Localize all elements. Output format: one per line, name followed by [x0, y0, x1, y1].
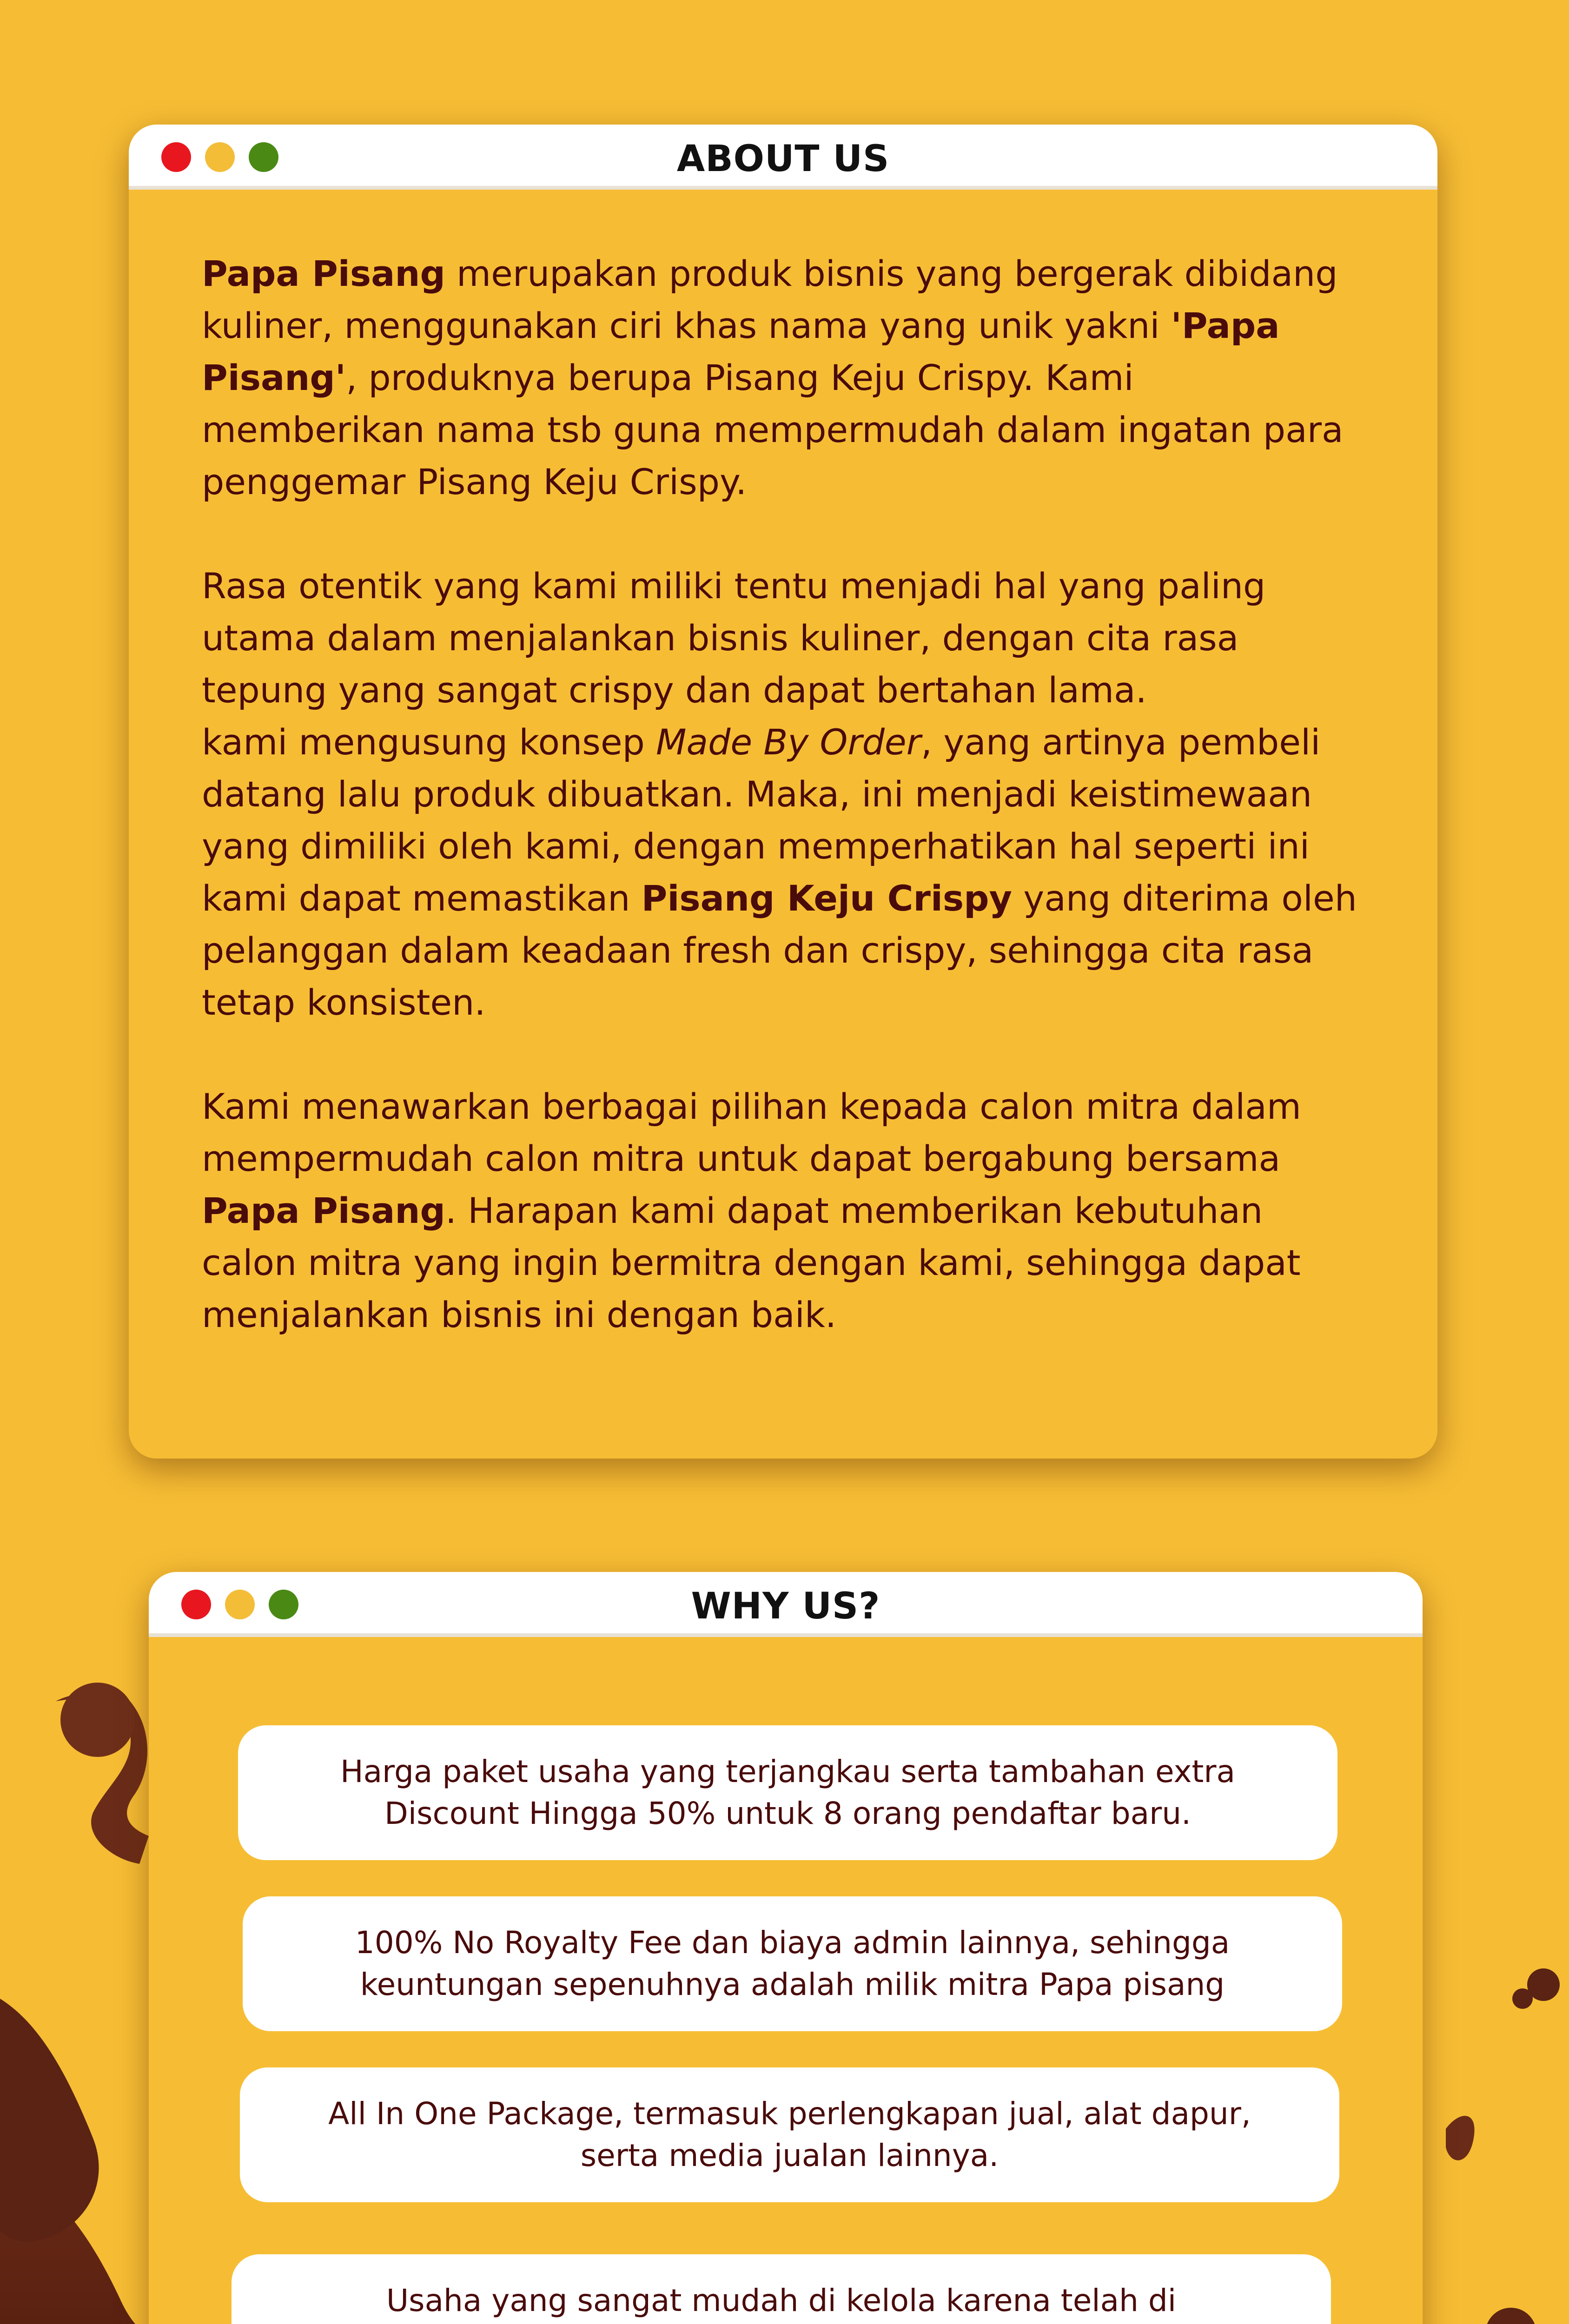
about-text: kami mengusung konsep [202, 721, 656, 763]
about-paragraph-1 [202, 248, 1364, 508]
brand-name-bold: Papa Pisang [202, 1190, 445, 1231]
about-text: , produknya berupa Pisang Keju Crispy. Kami memberikan nama tsb guna mempermudah dalam ingatan para penggemar Pisang Keju Crispy. [202, 357, 1344, 502]
about-us-body [202, 248, 1364, 1341]
why-us-window [149, 1572, 1423, 2324]
about-paragraph-2 [202, 560, 1364, 716]
concept-name-italic: Made By Order [655, 721, 921, 763]
about-us-window [129, 125, 1437, 1459]
about-paragraph-3 [202, 716, 1364, 1029]
product-name-bold: Pisang Keju Crispy [641, 878, 1013, 919]
about-text: Kami menawarkan berbagai pilihan kepada calon mitra dalam mempermudah calon mitra untuk dapat bergabung bersama [202, 1086, 1301, 1179]
why-us-card-text: Harga paket usaha yang terjangkau serta tambahan extra Discount Hingga 50% untuk 8 orang pendaftar baru. [340, 1754, 1236, 1831]
why-us-card [243, 1896, 1342, 2031]
why-us-card [238, 1725, 1337, 1860]
why-us-title: WHY US? [691, 1585, 880, 1627]
why-us-card [232, 2254, 1331, 2324]
why-us-card-text: Usaha yang sangat mudah di kelola karena telah di [386, 2283, 1177, 2318]
about-text: . Harapan kami dapat memberikan kebutuhan calon mitra yang ingin bermitra dengan kami, sehingga dapat menjalankan bisnis ini dengan baik. [202, 1190, 1301, 1335]
why-us-card-text: 100% No Royalty Fee dan biaya admin lainnya, sehingga keuntungan sepenuhnya adalah milik mitra Papa pisang [355, 1925, 1230, 2002]
about-us-titlebar [129, 125, 1437, 190]
why-us-card [240, 2067, 1339, 2202]
about-text: Rasa otentik yang kami miliki tentu menjadi hal yang paling utama dalam menjalankan bisnis kuliner, dengan cita rasa tepung yang sangat crispy dan dapat bertahan lama. [202, 565, 1266, 711]
about-text: , yang artinya pembeli datang lalu produk dibuatkan. Maka, ini menjadi keistimewaan yang dimiliki oleh kami, dengan memperhatikan hal seperti ini kami dapat memastikan [202, 721, 1321, 919]
why-us-card-text: All In One Package, termasuk perlengkapan jual, alat dapur, serta media jualan lainnya. [328, 2096, 1251, 2173]
about-text: merupakan produk bisnis yang bergerak dibidang kuliner, menggunakan ciri khas nama yang unik yakni [202, 253, 1338, 346]
about-us-title: ABOUT US [676, 138, 890, 180]
brand-name-bold: Papa Pisang [202, 253, 445, 294]
why-us-titlebar [149, 1572, 1423, 1637]
about-text: yang diterima oleh pelanggan dalam keadaan fresh dan crispy, sehingga cita rasa tetap konsisten. [202, 878, 1357, 1023]
brand-name-bold: 'Papa Pisang' [202, 305, 1280, 398]
about-paragraph-4 [202, 1081, 1364, 1341]
